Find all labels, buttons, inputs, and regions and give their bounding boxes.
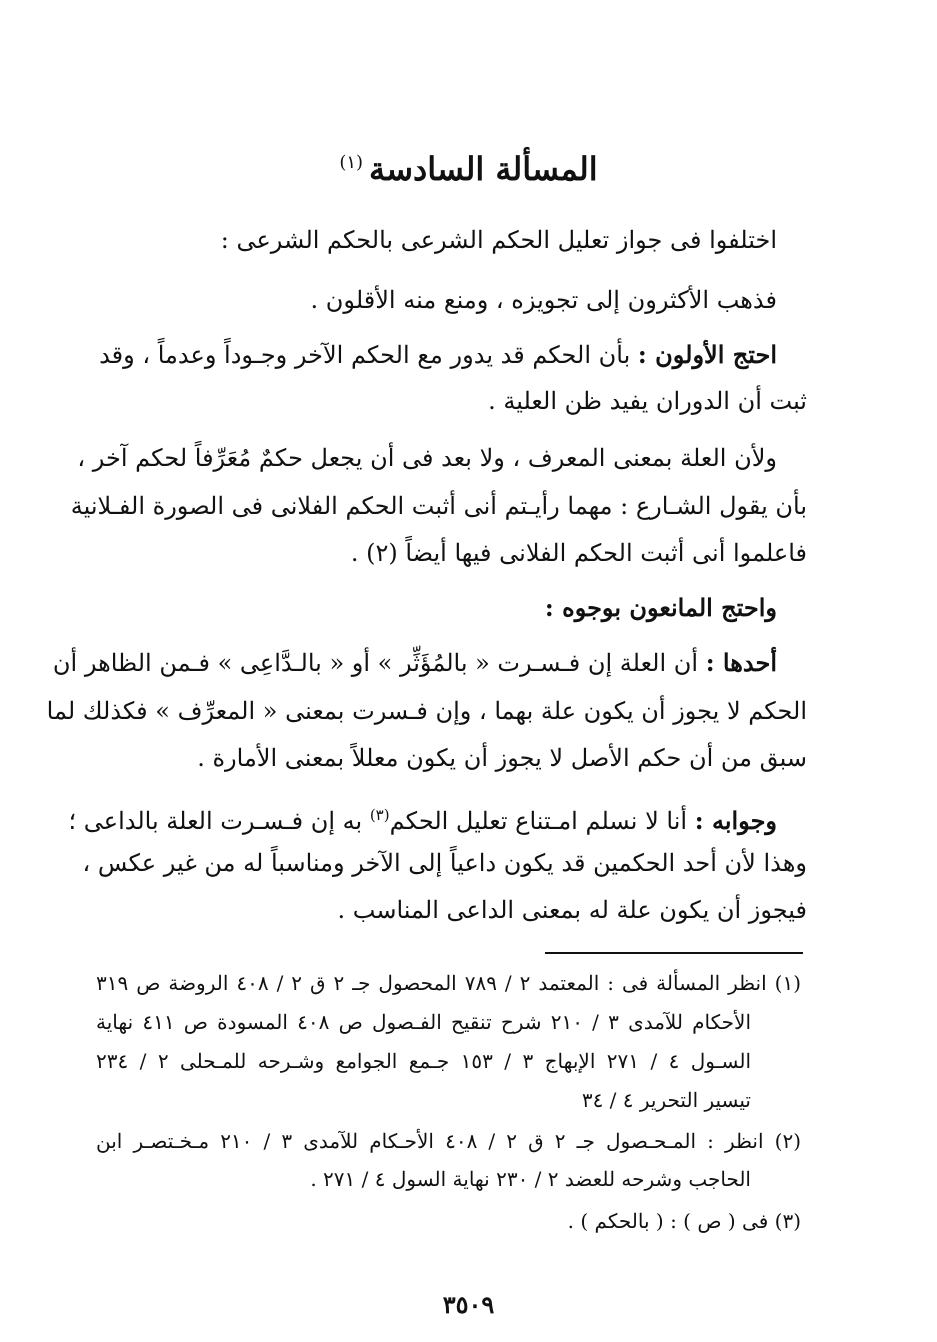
paragraph-5-line-1: واحتج المانعون بوجوه : [544, 593, 777, 622]
footnote-3-line-1-text: فى ( ص ) : ( بالحكم ) . [567, 1209, 769, 1233]
paragraph-7-line-1 [68, 797, 777, 839]
paragraph-6-line-3: سبق من أن حكم الأصل لا يجوز أن يكون معللاً بمعنى الأمارة . [197, 744, 807, 772]
paragraph-7-footnote-mark: (٣) [369, 806, 390, 824]
paragraph-7-line-1-text: أنا لا نسلم امـتناع تعليل الحكم [389, 807, 688, 835]
paragraph-4-line-3: فاعلموا أنى أثبت الحكم الفلانى فيها أيضاً (٢) . [350, 539, 807, 567]
paragraph-3-line-2: ثبت أن الدوران يفيد ظن العلية . [488, 387, 807, 415]
paragraph-4-line-1: ولأن العلة بمعنى المعرف ، ولا بعد فى أن يجعل حكمٌ مُعَرِّفاً لحكم آخر ، [77, 444, 777, 472]
footnote-2-line-2: الحاجب وشرحه للعضد ٢ / ٢٣٠ نهاية السول ٤ / ٢٧١ . [310, 1167, 751, 1191]
paragraph-6-lead: أحدها : [705, 648, 777, 677]
paragraph-4-line-2: بأن يقول الشـارع : مهما رأيـتم أنى أثبت الحكم الفلانى فى الصورة الفـلانية [70, 492, 807, 520]
footnote-1-line-1 [96, 968, 801, 998]
paragraph-6-line-1 [52, 645, 777, 681]
page-number: ٣٥٠٩ [442, 1290, 495, 1319]
footnote-3-line-1 [96, 1206, 801, 1236]
footnote-1-line-2: الأحكام للآمدى ٣ / ٢١٠ شرح تنقيح الفـصول ص ٤٠٨ المسودة ص ٤١١ نهاية [96, 1010, 752, 1034]
footnote-separator [545, 952, 803, 954]
paragraph-1-line-1: اختلفوا فى جواز تعليل الحكم الشرعى بالحكم الشرعى : [220, 226, 777, 254]
paragraph-3-line-1 [100, 337, 777, 373]
paragraph-6-line-1-text: أن العلة إن فـسـرت « بالمُؤَثِّر » أو « بالـدَّاعِى » فـمن الظاهر أن [52, 649, 699, 677]
paragraph-7-lead: وجوابه : [694, 806, 777, 835]
paragraph-7-line-1-tail: به إن فـسـرت العلة بالداعى ؛ [68, 807, 363, 835]
paragraph-7-line-2: وهذا لأن أحد الحكمين قد يكون داعياً إلى الآخر ومناسباً له من غير عكس ، [82, 849, 807, 877]
footnote-3-label: (٣) [774, 1209, 801, 1233]
footnote-2-label: (٢) [774, 1129, 802, 1153]
paragraph-3-lead: احتج الأولون : [637, 340, 777, 369]
title-footnote-mark: (١) [339, 152, 364, 174]
paragraph-7-line-3: فيجوز أن يكون علة له بمعنى الداعى المناسب . [337, 896, 807, 924]
footnote-2-line-1-text: انظر : المـحـصول جـ ٢ ق ٢ / ٤٠٨ الأحـكام للآمدى ٣ / ٢١٠ مـخـتصـر ابن [96, 1129, 764, 1153]
section-title-text: المسألة السادسة [369, 150, 598, 188]
footnote-1-line-4: تيسير التحرير ٤ / ٣٤ [581, 1088, 751, 1112]
footnote-2-line-1 [96, 1126, 801, 1156]
footnote-1-line-1-text: انظر المسألة فى : المعتمد ٢ / ٧٨٩ المحصول جـ ٢ ق ٢ / ٤٠٨ الروضة ص ٣١٩ [96, 971, 767, 995]
footnote-1-label: (١) [774, 971, 802, 995]
footnote-1-line-3: السـول ٤ / ٢٧١ الإبهاج ٣ / ١٥٣ جـمع الجوامع وشـرحه للمـحلى ٢ / ٢٣٤ [96, 1049, 751, 1073]
section-title [0, 150, 937, 188]
paragraph-3-line-1-text: بأن الحكم قد يدور مع الحكم الآخر وجـوداً وعدماً ، وقد [99, 341, 631, 369]
paragraph-2-line-1: فذهب الأكثرون إلى تجويزه ، ومنع منه الأقلون . [310, 286, 777, 314]
paragraph-6-line-2: الحكم لا يجوز أن يكون علة بهما ، وإن فـسرت بمعنى « المعرِّف » فكذلك لما [46, 697, 807, 725]
